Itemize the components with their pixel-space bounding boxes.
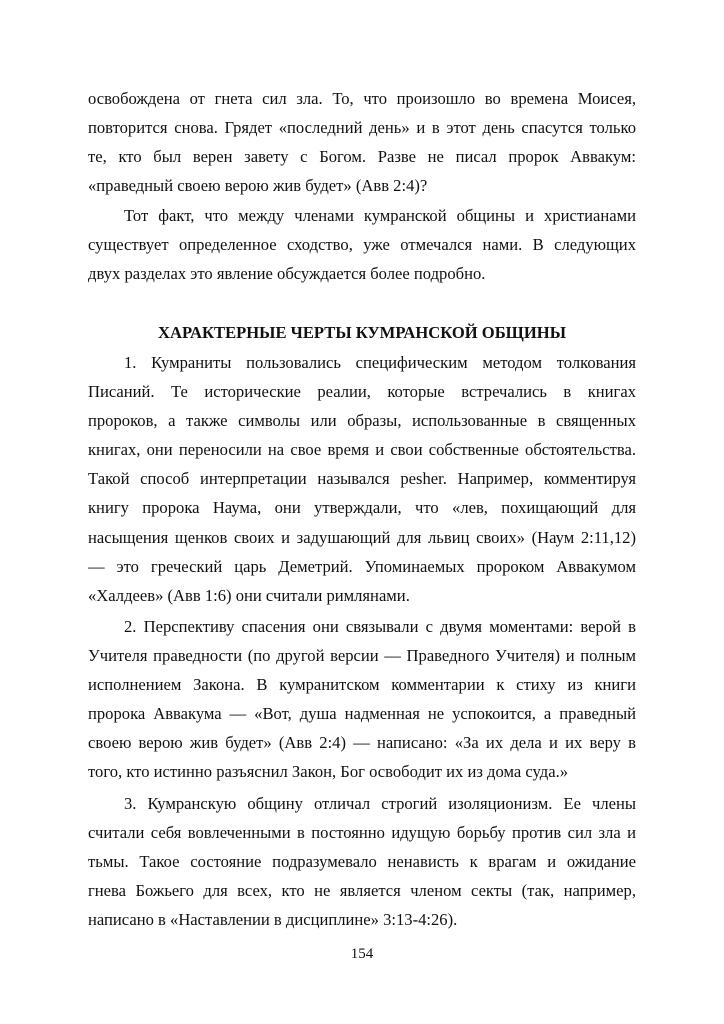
- text-line: гнева Божьего для всех, кто не является членом секты (так, например,: [88, 881, 636, 901]
- text-line: своею верою жив будет» (Авв 2:4) — написано: «За их дела и их веру в: [88, 733, 636, 753]
- section-paragraph-2: [88, 612, 636, 787]
- text-line: тьмы. Такое состояние подразумевало ненависть к врагам и ожидание: [88, 852, 636, 872]
- page-number: 154: [350, 946, 374, 962]
- text-line: двух разделах это явление обсуждается более подробно.: [88, 264, 486, 284]
- text-line: книгу пророка Наума, они утверждали, что «лев, похищающий для: [88, 498, 636, 518]
- text-line: «праведный своею верою жив будет» (Авв 2:4)?: [88, 176, 428, 196]
- text-line: насыщения щенков своих и задушающий для львиц своих» (Наум 2:11,12): [88, 527, 636, 547]
- intro-paragraph-1: [88, 84, 636, 200]
- text-line: повторится снова. Грядет «последний день» и в этот день спасутся только: [88, 118, 636, 138]
- section-paragraph-1: [88, 348, 636, 610]
- text-line: «Халдеев» (Авв 1:6) они считали римлянами.: [88, 585, 410, 605]
- text-line: написано в «Наставлении в дисциплине» 3:13-4:26).: [88, 910, 458, 930]
- text-line: Такой способ интерпретации назывался pesher. Например, комментируя: [88, 469, 636, 489]
- text-line: книгах, они переносили на свое время и свои собственные обстоятельства.: [88, 440, 636, 460]
- text-line: Писаний. Те исторические реалии, которые встречались в книгах: [88, 382, 636, 402]
- text-line: 1. Кумраниты пользовались специфическим методом толкования: [124, 353, 636, 372]
- text-line: исполнением Закона. В кумранитском комментарии к стиху из книги: [88, 675, 636, 695]
- text-line: — это греческий царь Деметрий. Упоминаемых пророком Аввакумом: [88, 556, 636, 576]
- text-line: того, кто истинно разъяснил Закон, Бог освободит их из дома суда.»: [88, 762, 569, 782]
- text-line: пророков, а также символы или образы, использованные в священных: [88, 411, 636, 431]
- text-line: те, кто был верен завету с Богом. Разве не писал пророк Аввакум:: [88, 147, 636, 167]
- text-line: освобождена от гнета сил зла. То, что произошло во времена Моисея,: [88, 89, 636, 108]
- intro-paragraph-2: [88, 201, 636, 288]
- section-heading: ХАРАКТЕРНЫЕ ЧЕРТЫ КУМРАНСКОЙ ОБЩИНЫ: [158, 323, 566, 342]
- text-line: считали себя вовлеченными в постоянно идущую борьбу против сил зла и: [88, 823, 636, 843]
- section-paragraph-3: [88, 789, 636, 934]
- text-line: 3. Кумранскую общину отличал строгий изоляционизм. Ее члены: [124, 794, 636, 813]
- text-line: 2. Перспективу спасения они связывали с двумя моментами: верой в: [124, 617, 636, 636]
- text-line: Учителя праведности (по другой версии — Праведного Учителя) и полным: [88, 646, 636, 666]
- text-line: Тот факт, что между членами кумранской общины и христианами: [124, 206, 636, 225]
- text-line: пророка Аввакума — «Вот, душа надменная не успокоится, а праведный: [88, 704, 636, 724]
- text-line: существует определенное сходство, уже отмечался нами. В следующих: [88, 235, 636, 255]
